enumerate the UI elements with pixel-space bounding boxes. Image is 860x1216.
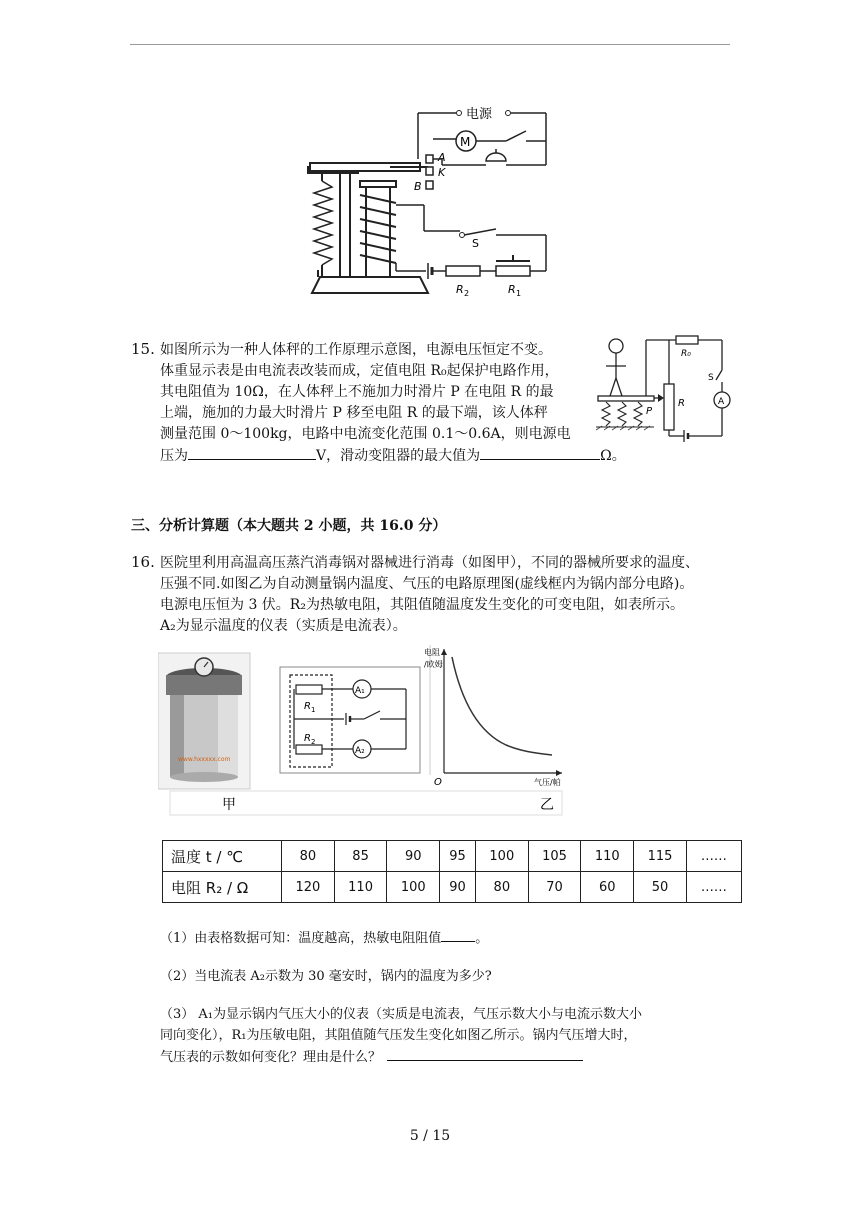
q15-line: 体重显示表是由电流表改装而成，定值电阻 R₀起保护电路作用， <box>160 363 559 379</box>
q16-sub3-line: （3） A₁为显示锅内气压大小的仪表（实质是电流表，气压示数大小与电流示数大小 <box>160 1007 643 1022</box>
graph-xlabel: 气压/帕 <box>534 778 561 787</box>
circuit-r2-sub: 2 <box>311 738 316 746</box>
q16-sub1-text: （1）由表格数据可知：温度越高，热敏电阻阻值 <box>160 931 442 946</box>
contact-k-label: K <box>438 166 446 179</box>
q15-line: 上端，施加的力最大时滑片 P 移至电阻 R 的最下端，该人体秤 <box>160 405 548 421</box>
table-cell: 105 <box>528 841 581 872</box>
q15-line: 其电阻值为 10Ω，在人体秤上不施加力时滑片 P 在电阻 R 的最 <box>160 384 554 400</box>
q15-text <box>160 340 626 467</box>
table-cell: 110 <box>334 872 387 903</box>
q16-line: A₂为显示温度的仪表（实质是电流表）。 <box>160 618 407 634</box>
table-cell: 100 <box>387 872 440 903</box>
q16-sub3-line: 气压表的示数如何变化？理由是什么？ <box>160 1050 382 1065</box>
watermark: www.hxxxxx.com <box>178 756 231 763</box>
caption-jia: 甲 <box>222 797 236 813</box>
r0-label: R₀ <box>681 349 691 359</box>
slider-p-label: P <box>646 406 653 417</box>
circuit-r2-label: R <box>304 733 311 744</box>
caption-yi: 乙 <box>540 797 554 813</box>
contact-b-label: B <box>414 180 422 193</box>
table-cell: 110 <box>581 841 634 872</box>
q15-number: 15. <box>131 340 155 358</box>
temperature-resistance-table <box>162 840 742 903</box>
circuit-r1-sub: 1 <box>311 706 316 714</box>
graph-ylabel-2: /欧姆 <box>424 660 443 669</box>
r1-sub: 1 <box>516 289 522 298</box>
table-cell: 90 <box>440 872 476 903</box>
q15-line: 如图所示为一种人体秤的工作原理示意图，电源电压恒定不变。 <box>160 342 552 358</box>
power-label: 电源 <box>466 107 493 122</box>
r1-label: R <box>508 283 516 296</box>
q16-sub1 <box>160 927 488 949</box>
q16-number: 16. <box>131 553 155 571</box>
q16-figure <box>158 645 568 820</box>
scale-circuit-figure <box>592 334 732 444</box>
q15-unit-suffix: Ω。 <box>600 448 626 464</box>
q16-line: 医院里利用高温高压蒸汽消毒锅对器械进行消毒（如图甲），不同的器械所要求的温度、 <box>160 555 699 571</box>
q16-sub1-end: 。 <box>475 931 489 946</box>
table-cell: …… <box>686 841 741 872</box>
table-cell: 80 <box>475 872 528 903</box>
q16-sub2: （2）当电流表 A₂示数为 30 毫安时，锅内的温度为多少? <box>160 969 492 984</box>
q15-voltage-blank[interactable] <box>188 445 316 460</box>
switch-label: S <box>708 373 714 383</box>
q16-line: 电源电压恒为 3 伏。R₂为热敏电阻，其阻值随温度发生变化的可变电阻，如表所示。 <box>160 597 684 613</box>
q15-voltage-prefix: 压为 <box>160 448 188 464</box>
r2-sub: 2 <box>464 289 470 298</box>
table-cell: 120 <box>282 872 335 903</box>
q16-sub3 <box>160 1004 740 1068</box>
circuit-r1-label: R <box>304 701 311 712</box>
q15-resistance-blank[interactable] <box>480 445 600 460</box>
table-cell: 60 <box>581 872 634 903</box>
resistor-r-label: R <box>678 398 685 409</box>
table-cell: 50 <box>634 872 687 903</box>
q16-text <box>160 553 740 637</box>
q16-sub3-blank[interactable] <box>387 1046 583 1061</box>
page-number: 5 / 15 <box>409 1128 451 1144</box>
graph-origin: O <box>434 777 442 788</box>
table-cell: 100 <box>475 841 528 872</box>
ammeter-label: A <box>718 397 725 407</box>
a1-label: A₁ <box>355 686 365 696</box>
contact-a-label: A <box>438 151 446 164</box>
r2-label: R <box>456 283 464 296</box>
relay-circuit-figure <box>300 95 560 305</box>
graph-ylabel-1: 电阻 <box>424 648 440 657</box>
q16-line: 压强不同.如图乙为自动测量锅内温度、气压的电路原理图(虚线框内为锅内部分电路)。 <box>160 576 694 592</box>
table-cell: 85 <box>334 841 387 872</box>
a2-label: A₂ <box>355 746 365 756</box>
table-cell: 80 <box>282 841 335 872</box>
row-header-resistance: 电阻 R₂ / Ω <box>163 872 282 903</box>
table-row <box>163 841 742 872</box>
table-cell: 115 <box>634 841 687 872</box>
table-cell: …… <box>686 872 741 903</box>
table-cell: 95 <box>440 841 476 872</box>
table-cell: 90 <box>387 841 440 872</box>
q15-line: 测量范围 0～100kg，电路中电流变化范围 0.1～0.6A，则电源电 <box>160 426 571 442</box>
q16-sub1-blank[interactable] <box>441 927 475 942</box>
header-rule <box>130 44 730 45</box>
switch-s-label: S <box>472 237 479 250</box>
table-cell: 70 <box>528 872 581 903</box>
row-header-temperature: 温度 t / ℃ <box>163 841 282 872</box>
q16-sub3-line: 同向变化），R₁为压敏电阻，其阻值随气压发生变化如图乙所示。锅内气压增大时， <box>160 1028 637 1043</box>
motor-label: M <box>460 135 471 149</box>
table-row <box>163 872 742 903</box>
resistance-pressure-curve <box>452 657 552 755</box>
q15-answer-line <box>160 445 626 467</box>
section-3-title: 三、分析计算题（本大题共 2 小题，共 16.0 分） <box>131 518 447 534</box>
q15-resistance-prefix: V，滑动变阻器的最大值为 <box>316 448 481 464</box>
